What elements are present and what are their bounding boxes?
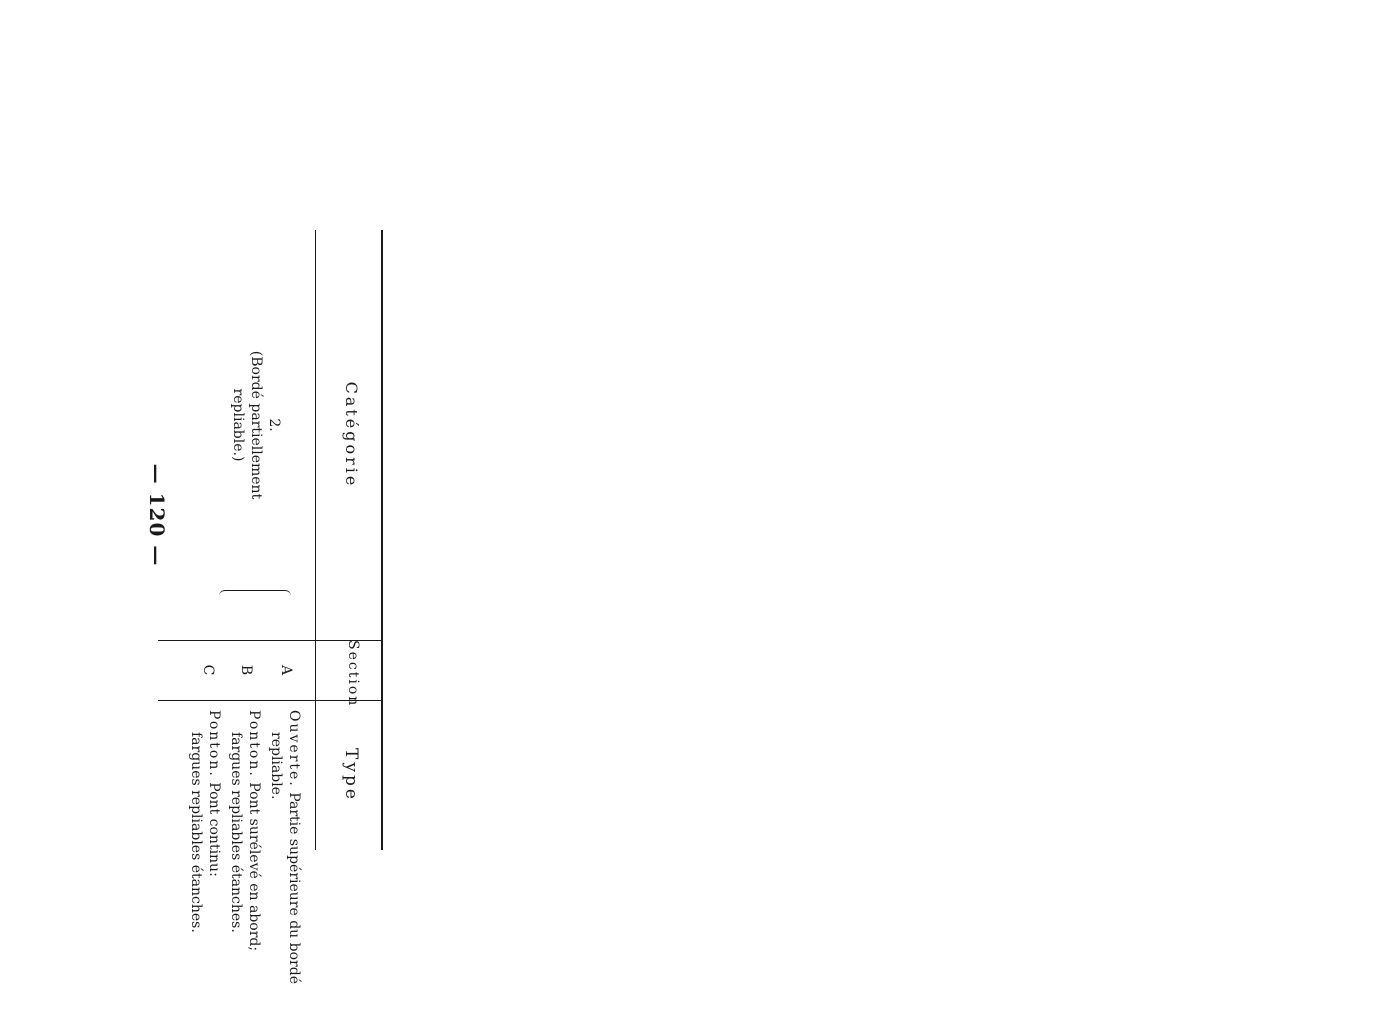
section-a: A xyxy=(278,664,294,676)
category-line1: (Bordé partiellement xyxy=(248,350,264,500)
type-row-c xyxy=(187,710,223,1010)
table-header-rule xyxy=(315,230,316,850)
section-c: C xyxy=(200,664,216,676)
type-row-a xyxy=(267,710,303,1010)
type-text-c2: fargues repliables étanches. xyxy=(188,732,204,933)
header-categorie: Catégorie xyxy=(342,381,361,489)
type-text-c1: Pont continu: xyxy=(206,782,222,877)
page-number: — 120 — xyxy=(145,463,169,567)
header-type: Type xyxy=(341,748,361,802)
section-b: B xyxy=(238,664,254,676)
type-row-b xyxy=(227,710,263,1010)
category-line2: repliable.) xyxy=(230,388,246,462)
type-text-a2: repliable. xyxy=(268,732,284,800)
type-text-b2: fargues repliables étanches. xyxy=(228,732,244,933)
header-section: Section xyxy=(345,640,361,708)
category-brace xyxy=(219,590,291,603)
type-text-b1: Pont surélevé en abord; xyxy=(246,782,262,952)
type-name-b: Ponton. xyxy=(246,710,262,778)
category-number: 2. xyxy=(266,418,282,432)
type-name-c: Ponton. xyxy=(206,710,222,778)
type-text-a1: Partie supérieure du bordé xyxy=(286,792,302,984)
table-top-rule xyxy=(381,230,383,850)
category-cell xyxy=(229,260,283,590)
type-name-a: Ouverte. xyxy=(286,710,302,788)
